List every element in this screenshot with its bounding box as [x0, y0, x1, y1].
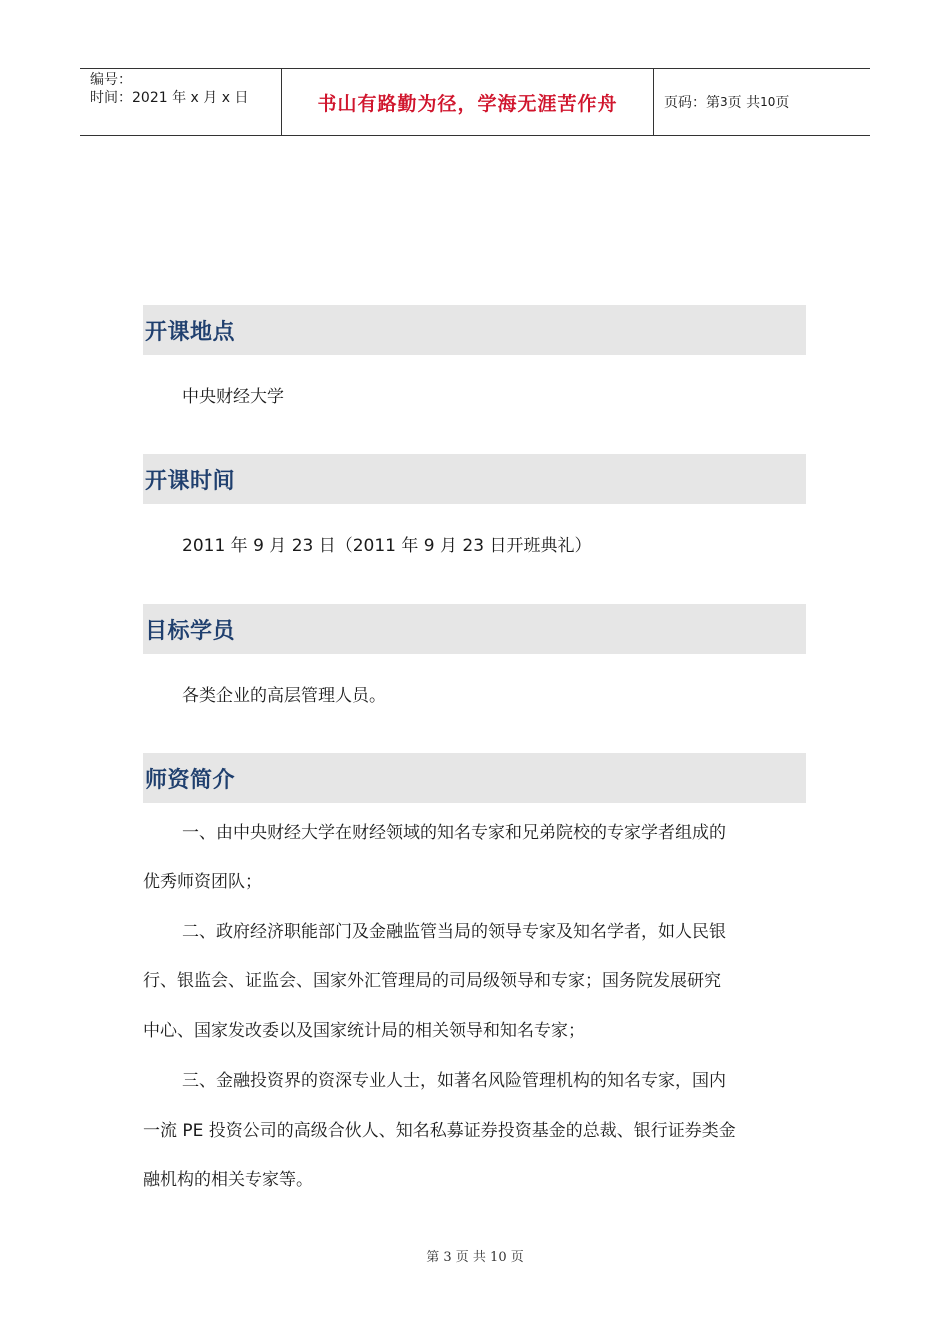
document-time-label: 时间：2021 年 x 月 x 日: [90, 90, 249, 106]
page-prefix: 页码：第: [664, 95, 720, 111]
faculty-line: 中心、国家发改委以及国家统计局的相关领导和知名专家；: [143, 1021, 585, 1041]
page-header: [80, 68, 870, 136]
faculty-line: 三、金融投资界的资深专业人士，如著名风险管理机构的知名专家，国内: [182, 1071, 726, 1091]
faculty-line: 行、银监会、证监会、国家外汇管理局的司局级领导和专家；国务院发展研究: [143, 971, 721, 991]
section-heading-time: [143, 454, 806, 504]
header-motto: 书山有路勤为径，学海无涯苦作舟: [317, 92, 618, 115]
section-title: 开课地点: [145, 319, 236, 345]
faculty-line: 一、由中央财经大学在财经领域的知名专家和兄弟院校的专家学者组成的: [182, 823, 726, 843]
section-heading-faculty: [143, 753, 806, 803]
section-title: 目标学员: [145, 618, 236, 644]
page-footer: 第 3 页 共 10 页: [426, 1250, 524, 1265]
section-heading-location: [143, 305, 806, 355]
location-text: 中央财经大学: [182, 387, 284, 407]
time-text: 2011 年 9 月 23 日（2011 年 9 月 23 日开班典礼）: [182, 536, 592, 556]
header-page-cell: [654, 69, 870, 135]
section-heading-audience: [143, 604, 806, 654]
document-number-label: 编号：: [90, 72, 132, 88]
faculty-line: 融机构的相关专家等。: [143, 1170, 313, 1190]
faculty-line: 二、政府经济职能部门及金融监管当局的领导专家及知名学者，如人民银: [182, 922, 726, 942]
page-current: 3: [720, 95, 728, 109]
header-meta-cell: [80, 69, 282, 135]
faculty-line: 一流 PE 投资公司的高级合伙人、知名私募证券投资基金的总裁、银行证券类金: [143, 1121, 736, 1141]
page-suffix: 页: [775, 95, 790, 111]
audience-text: 各类企业的高层管理人员。: [182, 686, 386, 706]
page-mid: 页 共: [727, 95, 761, 111]
faculty-line: 优秀师资团队；: [143, 872, 262, 892]
header-motto-cell: [282, 69, 654, 135]
section-title: 师资简介: [145, 767, 236, 793]
page-total: 10: [760, 95, 776, 109]
section-title: 开课时间: [145, 468, 236, 494]
